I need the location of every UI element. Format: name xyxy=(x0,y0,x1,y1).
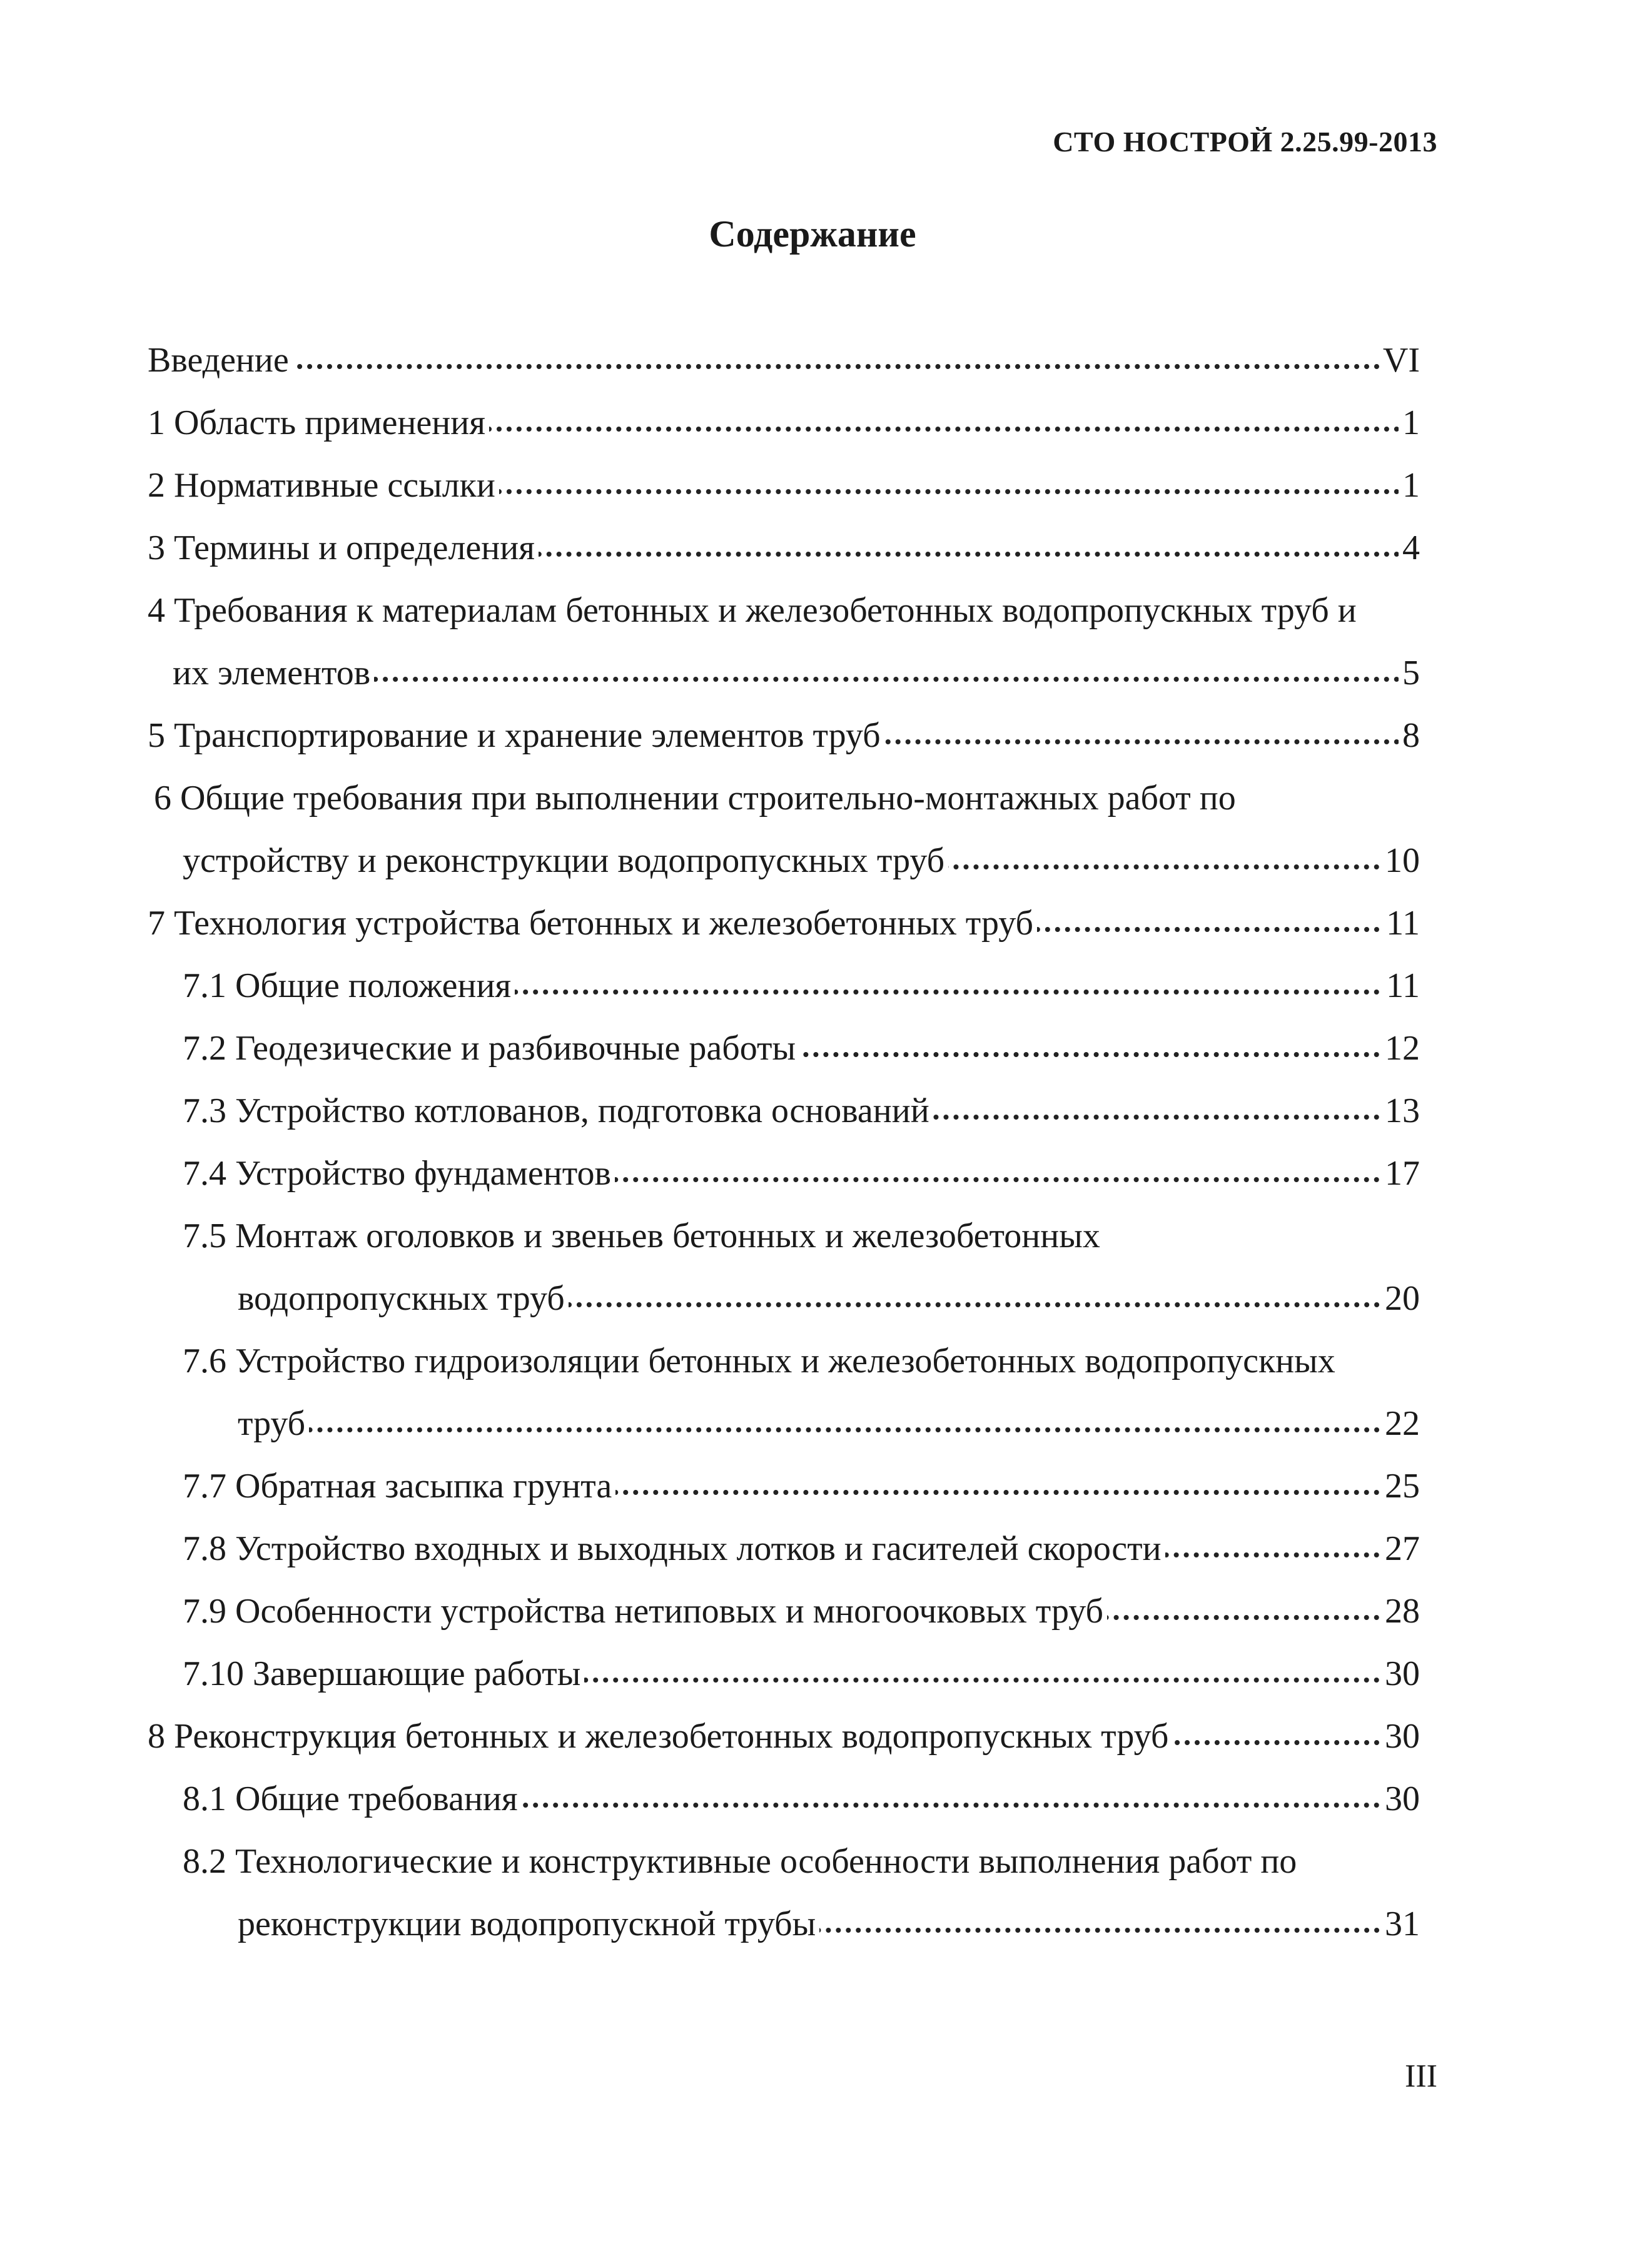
toc-entry-8-2[interactable] xyxy=(148,1826,1420,1889)
toc-entry-8-2-cont[interactable] xyxy=(148,1889,1420,1952)
toc-entry-page: 4 xyxy=(1399,530,1420,565)
toc-entry-intro[interactable] xyxy=(148,325,1420,388)
toc-entry-page: 8 xyxy=(1399,718,1420,753)
toc-entry-title: 7.8 Устройство входных и выходных лотков и гасителей скорости xyxy=(183,1531,1165,1566)
toc-entry-page: 10 xyxy=(1381,843,1420,878)
toc-entry-page: 25 xyxy=(1381,1469,1420,1504)
toc-entry-4[interactable] xyxy=(148,575,1420,638)
toc-entry-7-4[interactable] xyxy=(148,1138,1420,1201)
toc-entry-8[interactable] xyxy=(148,1701,1420,1764)
toc-entry-page: 30 xyxy=(1381,1781,1420,1816)
toc-entry-title: труб xyxy=(238,1406,309,1441)
toc-entry-7-3[interactable] xyxy=(148,1076,1420,1138)
toc-entry-title: 7.9 Особенности устройства нетиповых и многоочковых труб xyxy=(183,1594,1107,1629)
toc-entry-title: 7.4 Устройство фундаментов xyxy=(183,1156,615,1191)
toc-entry-7-1[interactable] xyxy=(148,951,1420,1013)
toc-entry-7-8[interactable] xyxy=(148,1514,1420,1576)
toc-entry-title: 5 Транспортирование и хранение элементов труб xyxy=(148,718,884,753)
toc-entry-title: 7.10 Завершающие работы xyxy=(183,1656,584,1691)
dot-leader xyxy=(148,364,1420,369)
page-number: III xyxy=(1405,2058,1437,2094)
toc-entry-3[interactable] xyxy=(148,513,1420,575)
toc-entry-title: 7.1 Общие положения xyxy=(183,968,515,1003)
toc-entry-page: 13 xyxy=(1381,1093,1420,1128)
toc-entry-title: реконструкции водопропускной трубы xyxy=(238,1906,819,1941)
toc-entry-7-6-cont[interactable] xyxy=(148,1389,1420,1451)
toc-entry-7-5[interactable] xyxy=(148,1201,1420,1263)
toc-entry-page: 30 xyxy=(1381,1656,1420,1691)
toc-entry-title: 8 Реконструкция бетонных и железобетонных водопропускных труб xyxy=(148,1719,1172,1754)
document-code: СТО НОСТРОЙ 2.25.99-2013 xyxy=(1053,126,1437,158)
toc-entry-title: 7 Технология устройства бетонных и железобетонных труб xyxy=(148,906,1037,941)
toc-entry-title: их элементов xyxy=(173,656,374,691)
toc-entry-title: 7.5 Монтаж оголовков и звеньев бетонных и железобетонных xyxy=(183,1218,1104,1253)
toc-entry-page: 20 xyxy=(1381,1281,1420,1316)
table-of-contents xyxy=(148,325,1420,1952)
toc-entry-title: Введение xyxy=(148,343,293,378)
toc-entry-1[interactable] xyxy=(148,388,1420,450)
toc-entry-6-cont[interactable] xyxy=(148,826,1420,888)
toc-entry-7-6[interactable] xyxy=(148,1326,1420,1389)
toc-entry-4-cont[interactable] xyxy=(148,638,1420,701)
toc-entry-page: 31 xyxy=(1381,1906,1420,1941)
toc-entry-title: 6 Общие требования при выполнении строительно-монтажных работ по xyxy=(154,781,1240,816)
toc-entry-title: 2 Нормативные ссылки xyxy=(148,468,499,503)
toc-entry-title: 3 Термины и определения xyxy=(148,530,539,565)
toc-entry-7[interactable] xyxy=(148,888,1420,951)
toc-entry-7-10[interactable] xyxy=(148,1639,1420,1701)
toc-entry-page: 11 xyxy=(1382,906,1420,941)
toc-entry-title: 4 Требования к материалам бетонных и железобетонных водопропускных труб и xyxy=(148,593,1360,628)
toc-entry-2[interactable] xyxy=(148,450,1420,513)
toc-entry-title: 8.2 Технологические и конструктивные особенности выполнения работ по xyxy=(183,1844,1300,1879)
toc-entry-title: 7.7 Обратная засыпка грунта xyxy=(183,1469,615,1504)
toc-entry-7-9[interactable] xyxy=(148,1576,1420,1639)
toc-entry-page: 11 xyxy=(1382,968,1420,1003)
toc-entry-page: 12 xyxy=(1381,1031,1420,1066)
toc-entry-7-2[interactable] xyxy=(148,1013,1420,1076)
toc-entry-title: устройству и реконструкции водопропускных труб xyxy=(183,843,948,878)
toc-entry-title: 7.6 Устройство гидроизоляции бетонных и железобетонных водопропускных xyxy=(183,1344,1339,1379)
toc-entry-title: 7.2 Геодезические и разбивочные работы xyxy=(183,1031,799,1066)
toc-entry-page: 1 xyxy=(1399,405,1420,440)
toc-entry-page: 22 xyxy=(1381,1406,1420,1441)
toc-entry-7-7[interactable] xyxy=(148,1451,1420,1514)
dot-leader xyxy=(238,1427,1420,1432)
toc-entry-page: 30 xyxy=(1381,1719,1420,1754)
toc-entry-page: 28 xyxy=(1381,1594,1420,1629)
toc-entry-6[interactable] xyxy=(148,763,1420,826)
toc-entry-title: водопропускных труб xyxy=(238,1281,569,1316)
toc-entry-page: 27 xyxy=(1381,1531,1420,1566)
toc-entry-title: 8.1 Общие требования xyxy=(183,1781,522,1816)
toc-entry-page: 17 xyxy=(1381,1156,1420,1191)
toc-entry-page: 5 xyxy=(1399,656,1420,691)
toc-entry-5[interactable] xyxy=(148,701,1420,763)
toc-entry-page: 1 xyxy=(1399,468,1420,503)
toc-entry-8-1[interactable] xyxy=(148,1764,1420,1826)
toc-entry-7-5-cont[interactable] xyxy=(148,1263,1420,1326)
toc-title: Содержание xyxy=(709,213,916,255)
toc-entry-title: 1 Область применения xyxy=(148,405,489,440)
toc-entry-title: 7.3 Устройство котлованов, подготовка оснований xyxy=(183,1093,933,1128)
toc-entry-page: VI xyxy=(1379,343,1420,378)
